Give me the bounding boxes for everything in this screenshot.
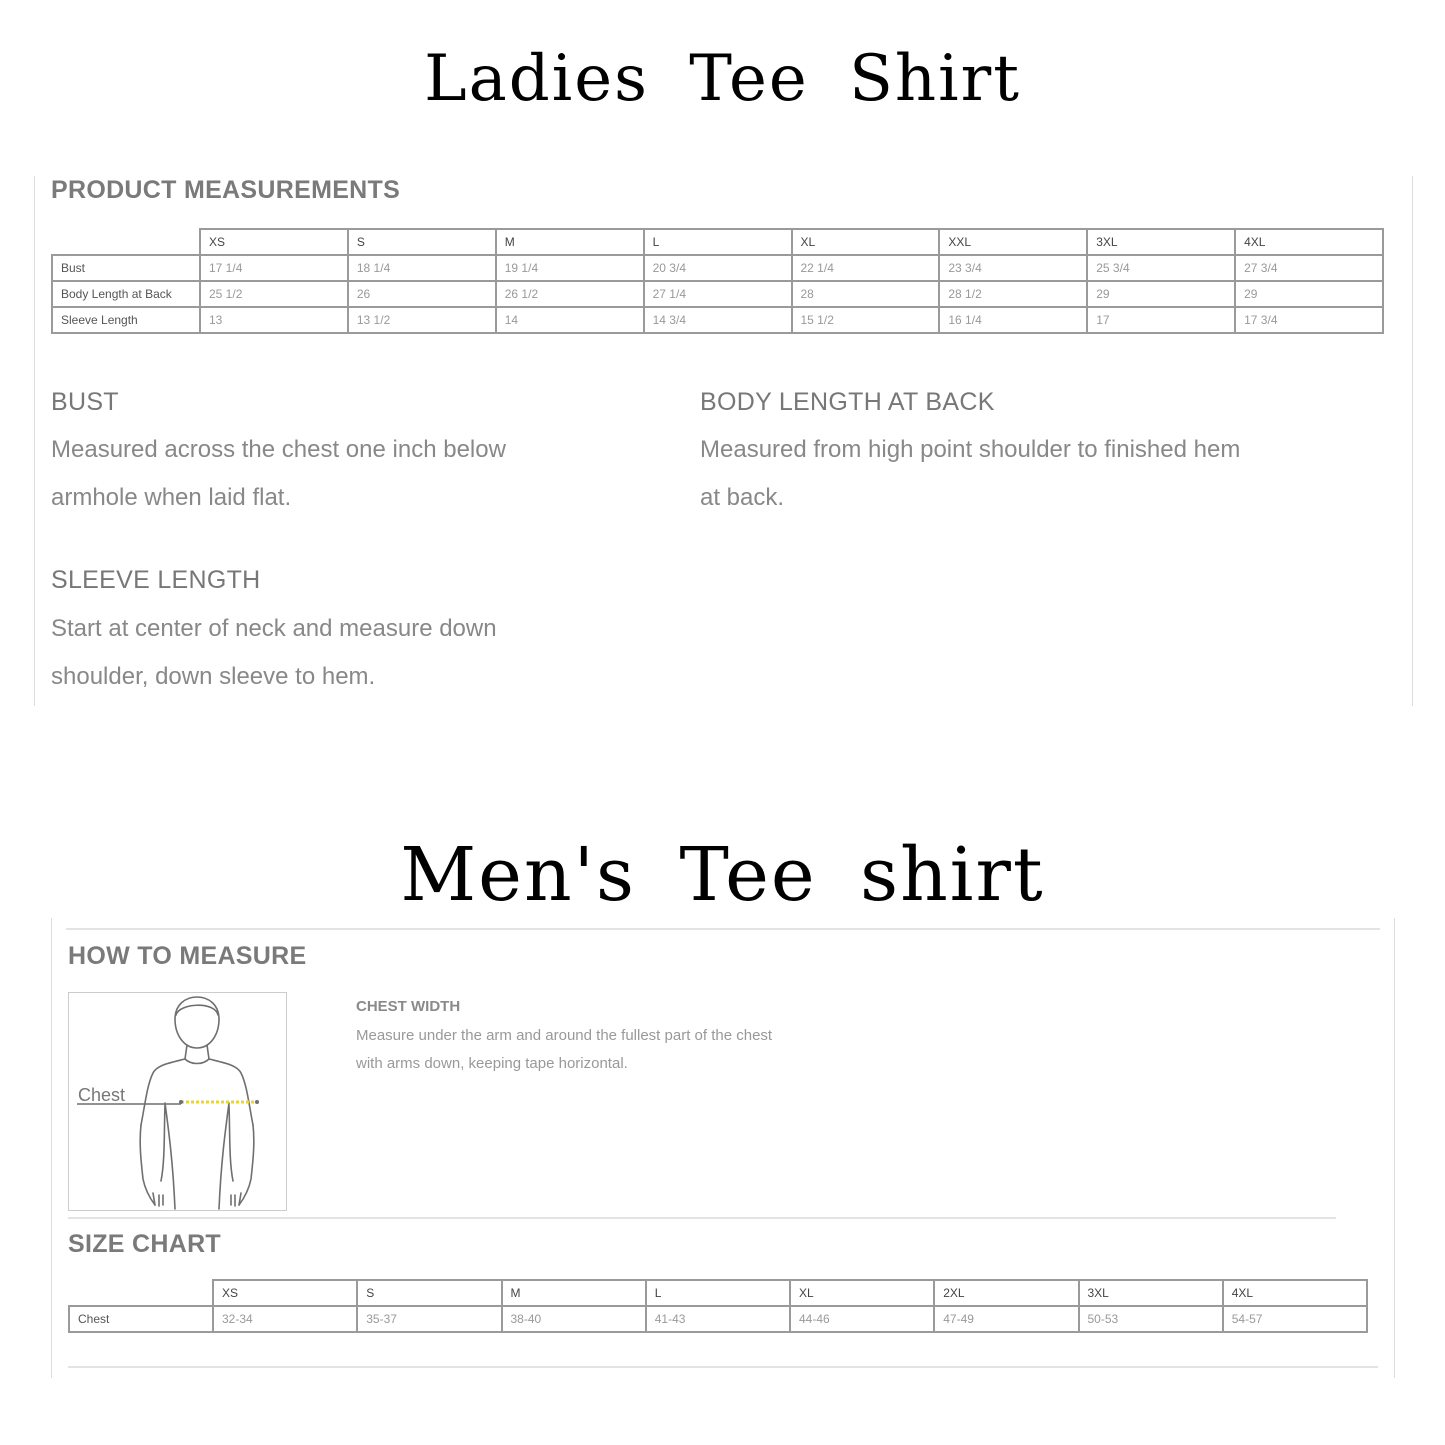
mens-size-table xyxy=(68,1279,1368,1333)
size-header: 4XL xyxy=(1223,1280,1367,1306)
table-cell: 28 xyxy=(792,281,940,307)
table-cell: 15 1/2 xyxy=(792,307,940,333)
size-header: XS xyxy=(213,1280,357,1306)
chest-width-description-line-2: with arms down, keeping tape horizontal. xyxy=(356,1055,628,1072)
table-cell: 17 1/4 xyxy=(200,255,348,281)
size-header: M xyxy=(496,229,644,255)
table-cell: 23 3/4 xyxy=(939,255,1087,281)
size-header: M xyxy=(502,1280,646,1306)
table-row xyxy=(52,255,1383,281)
table-cell: 25 3/4 xyxy=(1087,255,1235,281)
body-length-description-line-2: at back. xyxy=(700,484,785,511)
table-cell: 28 1/2 xyxy=(939,281,1087,307)
size-header: L xyxy=(646,1280,790,1306)
table-row xyxy=(52,281,1383,307)
table-cell: 27 3/4 xyxy=(1235,255,1383,281)
table-cell: 14 xyxy=(496,307,644,333)
size-header: L xyxy=(644,229,792,255)
size-chart-heading: SIZE CHART xyxy=(68,1230,221,1258)
row-label: Chest xyxy=(69,1306,213,1332)
chest-width-description-line-1: Measure under the arm and around the fullest part of the chest xyxy=(356,1027,773,1044)
size-header: XL xyxy=(790,1280,934,1306)
table-cell: 25 1/2 xyxy=(200,281,348,307)
table-cell: 35-37 xyxy=(357,1306,501,1332)
table-cell: 38-40 xyxy=(502,1306,646,1332)
header-corner xyxy=(52,229,200,255)
table-cell: 44-46 xyxy=(790,1306,934,1332)
size-header: 3XL xyxy=(1079,1280,1223,1306)
table-cell: 54-57 xyxy=(1223,1306,1367,1332)
body-figure xyxy=(68,992,287,1211)
table-cell: 26 1/2 xyxy=(496,281,644,307)
size-header: S xyxy=(357,1280,501,1306)
ladies-size-table xyxy=(51,228,1384,334)
size-header: XS xyxy=(200,229,348,255)
row-label: Bust xyxy=(52,255,200,281)
table-cell: 18 1/4 xyxy=(348,255,496,281)
table-cell: 32-34 xyxy=(213,1306,357,1332)
table-cell: 20 3/4 xyxy=(644,255,792,281)
mens-title: Men's Tee shirt xyxy=(400,832,1045,918)
row-label: Sleeve Length xyxy=(52,307,200,333)
table-cell: 29 xyxy=(1235,281,1383,307)
size-header: 2XL xyxy=(934,1280,1078,1306)
header-corner xyxy=(69,1280,213,1306)
bust-description-line-1: Measured across the chest one inch below xyxy=(51,436,506,463)
sleeve-length-title: SLEEVE LENGTH xyxy=(51,566,261,594)
table-header-row xyxy=(69,1280,1367,1306)
ladies-measurements-panel xyxy=(34,176,1413,706)
table-cell: 14 3/4 xyxy=(644,307,792,333)
size-header: 3XL xyxy=(1087,229,1235,255)
chest-width-title: CHEST WIDTH xyxy=(356,998,461,1015)
table-cell: 17 3/4 xyxy=(1235,307,1383,333)
table-cell: 41-43 xyxy=(646,1306,790,1332)
body-length-title: BODY LENGTH AT BACK xyxy=(700,388,995,416)
table-cell: 13 xyxy=(200,307,348,333)
table-cell: 16 1/4 xyxy=(939,307,1087,333)
table-cell: 26 xyxy=(348,281,496,307)
sleeve-length-description-line-1: Start at center of neck and measure down xyxy=(51,615,497,642)
bottom-divider xyxy=(68,1366,1378,1368)
bust-description-line-2: armhole when laid flat. xyxy=(51,484,292,511)
sleeve-length-description-line-2: shoulder, down sleeve to hem. xyxy=(51,663,376,690)
top-divider xyxy=(66,928,1380,930)
size-header: XXL xyxy=(939,229,1087,255)
table-cell: 17 xyxy=(1087,307,1235,333)
table-cell: 22 1/4 xyxy=(792,255,940,281)
size-header: 4XL xyxy=(1235,229,1383,255)
product-measurements-heading: PRODUCT MEASUREMENTS xyxy=(51,176,401,204)
table-cell: 29 xyxy=(1087,281,1235,307)
table-row xyxy=(69,1306,1367,1332)
size-header: XL xyxy=(792,229,940,255)
table-header-row xyxy=(52,229,1383,255)
how-to-measure-heading: HOW TO MEASURE xyxy=(68,942,307,970)
row-label: Body Length at Back xyxy=(52,281,200,307)
middle-divider xyxy=(68,1217,1336,1219)
table-cell: 47-49 xyxy=(934,1306,1078,1332)
table-cell: 50-53 xyxy=(1079,1306,1223,1332)
size-header: S xyxy=(348,229,496,255)
ladies-title: Ladies Tee Shirt xyxy=(424,42,1021,116)
body-length-description-line-1: Measured from high point shoulder to finished hem xyxy=(700,436,1241,463)
table-cell: 19 1/4 xyxy=(496,255,644,281)
table-cell: 27 1/4 xyxy=(644,281,792,307)
table-cell: 13 1/2 xyxy=(348,307,496,333)
mens-measurements-panel xyxy=(51,918,1395,1378)
table-row xyxy=(52,307,1383,333)
chest-figure-label: Chest xyxy=(78,1085,126,1105)
bust-title: BUST xyxy=(51,388,119,416)
